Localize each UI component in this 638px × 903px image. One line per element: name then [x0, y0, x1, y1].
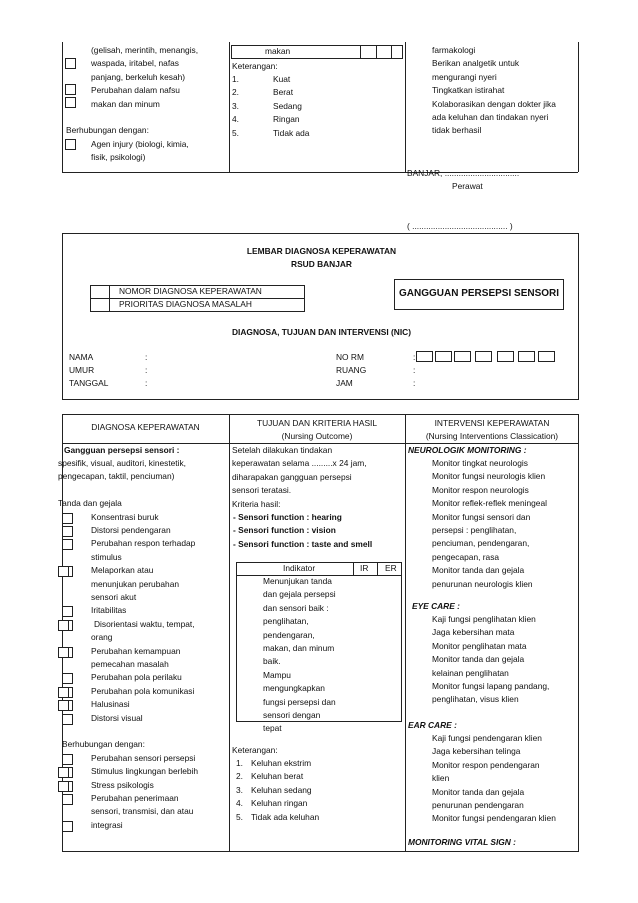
indicator-line: Menunjukan tanda [263, 576, 332, 586]
top-diagnosis-line: panjang, berkeluh kesah) [91, 71, 186, 82]
criteria-line: - Sensori function : hearing [233, 512, 342, 522]
outcome-line: keperawatan selama .........x 24 jam, [232, 458, 367, 469]
ear-item: Kaji fungsi pendengaran klien [432, 733, 542, 743]
jam-colon: : [413, 378, 416, 388]
diagnosis-line: Melaporkan atau [91, 565, 154, 576]
checkbox[interactable] [62, 606, 73, 617]
diagnosis-line: Berhubungan dengan: [62, 739, 145, 750]
checkbox[interactable] [58, 767, 69, 778]
top-diagnosis-line: waspada, iritabel, nafas [91, 58, 179, 69]
ket-label: Keluhan berat [251, 771, 304, 782]
eye-item: Monitor fungsi lapang pandang, [432, 681, 550, 691]
ear-item: Monitor respon pendengaran [432, 759, 540, 770]
ruang-colon: : [413, 365, 416, 375]
header-nic: (Nursing Interventions Classication) [425, 431, 559, 441]
norm-label: NO RM [336, 352, 364, 362]
rm-digit-box[interactable] [475, 351, 492, 362]
ket-number: 3. [236, 784, 243, 795]
indicator-line: dan sensori baik : [263, 602, 329, 613]
eye-item: Monitor tanda dan gejala [432, 654, 525, 665]
ear-item: Monitor tanda dan gejala [432, 786, 525, 797]
rm-digit-box[interactable] [416, 351, 433, 362]
hospital-name: RSUD BANJAR [291, 259, 352, 269]
scale-number: 2. [232, 87, 239, 98]
rm-digit-box[interactable] [518, 351, 535, 362]
header-outcome: (Nursing Outcome) [281, 431, 353, 441]
outcome-line: Setelah dilakukan tindakan [232, 445, 333, 455]
checkbox[interactable] [62, 526, 73, 537]
scale-number: 1. [232, 74, 239, 84]
ket-label: Tidak ada keluhan [251, 811, 320, 822]
nama-label: NAMA [69, 352, 94, 362]
neuro-item: Monitor tingkat neurologis [432, 458, 528, 468]
scale-number: 5. [232, 127, 239, 138]
neuro-item: Monitor fungsi neurologis klien [432, 471, 546, 482]
scale-label: Ringan [273, 114, 300, 125]
diagnosis-line: Tanda dan gejala [58, 498, 122, 509]
diagnosis-title: Gangguan persepsi sensori : [64, 445, 180, 455]
diagnosis-line: Iritabilitas [91, 605, 127, 616]
outcome-line: Kriteria hasil: [232, 498, 281, 509]
er-header: ER [385, 563, 397, 573]
rm-digit-box[interactable] [454, 351, 471, 362]
tanggal-label: TANGGAL [69, 378, 109, 388]
diagnosis-line: stimulus [91, 551, 122, 562]
signature-line: ( ......................................... ) [407, 221, 513, 231]
perawat-label: Perawat [452, 181, 483, 191]
scale-number: 4. [232, 114, 239, 125]
top-diagnosis-line: Perubahan dalam nafsu [91, 85, 180, 96]
ear-item: Monitor fungsi pendengaran klien [432, 813, 556, 824]
checkbox[interactable] [62, 821, 73, 832]
nomor-label: NOMOR DIAGNOSA KEPERAWATAN [119, 286, 262, 296]
checkbox[interactable] [58, 620, 69, 631]
diagnosis-line: Perubahan penerimaan [91, 793, 179, 803]
indicator-line: fungsi persepsi dan [263, 696, 336, 707]
diagnosis-line: pengecapan, taktil, penciuman) [58, 471, 175, 482]
checkbox[interactable] [62, 714, 73, 725]
neuro-item: Monitor reflek-reflek meningeal [432, 498, 547, 509]
diagnosis-line: integrasi [91, 819, 123, 830]
scale-label: Berat [273, 87, 294, 98]
vital-title: MONITORING VITAL SIGN : [408, 837, 516, 847]
top-diagnosis-line: fisik, psikologi) [91, 152, 146, 163]
outcome-item: makan [265, 46, 291, 56]
section-subtitle: DIAGNOSA, TUJUAN DAN INTERVENSI (NIC) [232, 327, 411, 337]
eye-title: EYE CARE : [412, 601, 460, 611]
indicator-line: penglihatan, [263, 616, 309, 627]
checkbox[interactable] [65, 84, 76, 95]
diagnosis-line: Perubahan pola komunikasi [91, 685, 195, 696]
criteria-line: - Sensori function : taste and smell [233, 538, 373, 549]
top-diagnosis-line: Berhubungan dengan: [66, 125, 149, 136]
diagnosis-line: Perubahan sensori persepsi [91, 752, 196, 763]
diagnosis-line: Stress psikologis [91, 779, 154, 790]
diagnosis-line: Stimulus lingkungan berlebih [91, 766, 199, 777]
indicator-line: baik. [263, 656, 281, 667]
header-tujuan: TUJUAN DAN KRITERIA HASIL [256, 418, 378, 428]
diagnosis-line: Perubahan pola perilaku [91, 672, 182, 683]
header-intervensi: INTERVENSI KEPERAWATAN [434, 418, 550, 428]
header-diagnosa: DIAGNOSA KEPERAWATAN [91, 422, 200, 432]
diagnosis-line: Disorientasi waktu, tempat, [94, 618, 195, 629]
diagnosis-line: Distorsi pendengaran [91, 525, 171, 535]
top-intervention-line: Tingkatkan istirahat [432, 85, 505, 96]
rm-digit-box[interactable] [538, 351, 555, 362]
keterangan-label-2: Keterangan: [232, 745, 278, 755]
indicator-line: Mampu [263, 669, 291, 680]
checkbox[interactable] [58, 566, 69, 577]
tanggal-colon: : [145, 378, 148, 388]
nama-colon: : [145, 352, 148, 362]
diagnosis-line: orang [91, 632, 113, 643]
diagnosis-line: Konsentrasi buruk [91, 511, 159, 522]
ket-number: 4. [236, 798, 243, 809]
neuro-item: Monitor fungsi sensori dan [432, 511, 531, 522]
ket-label: Keluhan ringan [251, 798, 308, 809]
ear-item: Jaga kebersihan telinga [432, 746, 521, 757]
indicator-line: pendengaran, [263, 629, 315, 640]
ruang-label: RUANG [336, 365, 367, 375]
ket-number: 5. [236, 811, 243, 822]
checkbox[interactable] [62, 754, 73, 765]
indicator-line: makan, dan minum [263, 643, 335, 653]
top-diagnosis-line: makan dan minum [91, 98, 160, 109]
checkbox[interactable] [58, 647, 69, 658]
top-intervention-line: Kolaborasikan dengan dokter jika [432, 98, 556, 109]
outcome-row [231, 45, 403, 59]
top-diagnosis-line: Agen injury (biologi, kimia, [91, 138, 189, 149]
top-intervention-line: farmakologi [432, 45, 476, 55]
checkbox[interactable] [65, 139, 76, 150]
ket-label: Keluhan ekstrim [251, 758, 312, 768]
outcome-line: sensori teratasi. [232, 485, 292, 496]
umur-label: UMUR [69, 365, 95, 375]
diagnosis-line: Perubahan respon terhadap [91, 538, 196, 549]
diagnosis-line: Distorsi visual [91, 712, 143, 723]
checkbox[interactable] [65, 58, 76, 69]
scale-label: Kuat [273, 74, 291, 84]
neuro-item: Monitor respon neurologis [432, 484, 529, 495]
diagnosis-line: sensori, transmisi, dan atau [91, 806, 194, 817]
checkbox[interactable] [65, 97, 76, 108]
diagnosis-line: menunjukan perubahan [91, 578, 180, 589]
header-box [62, 233, 579, 400]
eye-item: Monitor penglihatan mata [432, 640, 527, 651]
sheet-title: LEMBAR DIAGNOSA KEPERAWATAN [246, 246, 397, 256]
indicator-line: tepat [263, 723, 282, 734]
checkbox[interactable] [62, 673, 73, 684]
top-intervention-line: tidak berhasil [432, 125, 482, 136]
eye-item: kelainan penglihatan [432, 667, 509, 678]
eye-item: Kaji fungsi penglihatan klien [432, 614, 536, 624]
keterangan-label: Keterangan: [232, 61, 278, 71]
checkbox[interactable] [62, 513, 73, 524]
top-intervention-line: ada keluhan dan tindakan nyeri [432, 112, 549, 122]
diagnosis-line: spesifik, visual, auditori, kinestetik, [58, 458, 187, 468]
indicator-line: sensori dengan [263, 710, 321, 720]
diagnosis-line: sensori akut [91, 592, 137, 602]
umur-colon: : [145, 365, 148, 375]
indicator-line: mengungkapkan [263, 683, 325, 694]
indicator-line: dan gejala persepsi [263, 589, 336, 600]
checkbox[interactable] [58, 781, 69, 792]
neuro-item: penciuman, pendengaran, [432, 538, 530, 549]
norm-colon: : [413, 352, 416, 362]
ear-item: penurunan pendengaran [432, 800, 524, 810]
jam-label: JAM [336, 378, 353, 388]
neuro-item: Monitor tanda dan gejala [432, 565, 525, 576]
indicator-header: Indikator [283, 563, 316, 573]
scale-label: Sedang [273, 100, 302, 111]
diagnosis-line: Perubahan kemampuan [91, 645, 181, 656]
neuro-item: persepsi : penglihatan, [432, 525, 517, 535]
criteria-line: - Sensori function : vision [233, 525, 336, 536]
eye-item: Jaga kebersihan mata [432, 627, 515, 638]
neuro-item: pengecapan, rasa [432, 551, 500, 562]
rm-digit-box[interactable] [497, 351, 514, 362]
ear-title: EAR CARE : [408, 720, 457, 730]
diagnosis-line: pemecahan masalah [91, 659, 169, 669]
scale-number: 3. [232, 100, 239, 111]
top-diagnosis-line: (gelisah, merintih, menangis, [91, 45, 199, 55]
checkbox[interactable] [62, 794, 73, 805]
diagnosis-name: GANGGUAN PERSEPSI SENSORI [399, 288, 560, 299]
ket-number: 2. [236, 771, 243, 782]
ir-header: IR [360, 563, 369, 573]
banjar-date: BANJAR, ................................ [407, 168, 520, 178]
checkbox[interactable] [58, 700, 69, 711]
ket-number: 1. [236, 758, 243, 768]
prioritas-label: PRIORITAS DIAGNOSA MASALAH [119, 299, 252, 309]
rm-digit-box[interactable] [435, 351, 452, 362]
neuro-title: NEUROLOGIK MONITORING : [408, 445, 527, 455]
checkbox[interactable] [62, 539, 73, 550]
ket-label: Keluhan sedang [251, 784, 312, 795]
neuro-item: penurunan neurologis klien [432, 578, 533, 589]
top-intervention-line: Berikan analgetik untuk [432, 58, 520, 69]
ear-item: klien [432, 773, 450, 784]
scale-label: Tidak ada [273, 127, 310, 138]
outcome-line: diharapakan gangguan persepsi [232, 471, 352, 482]
top-intervention-line: mengurangi nyeri [432, 71, 497, 82]
checkbox[interactable] [58, 687, 69, 698]
diagnosis-line: Halusinasi [91, 699, 130, 710]
eye-item: penglihatan, visus klien [432, 694, 519, 705]
